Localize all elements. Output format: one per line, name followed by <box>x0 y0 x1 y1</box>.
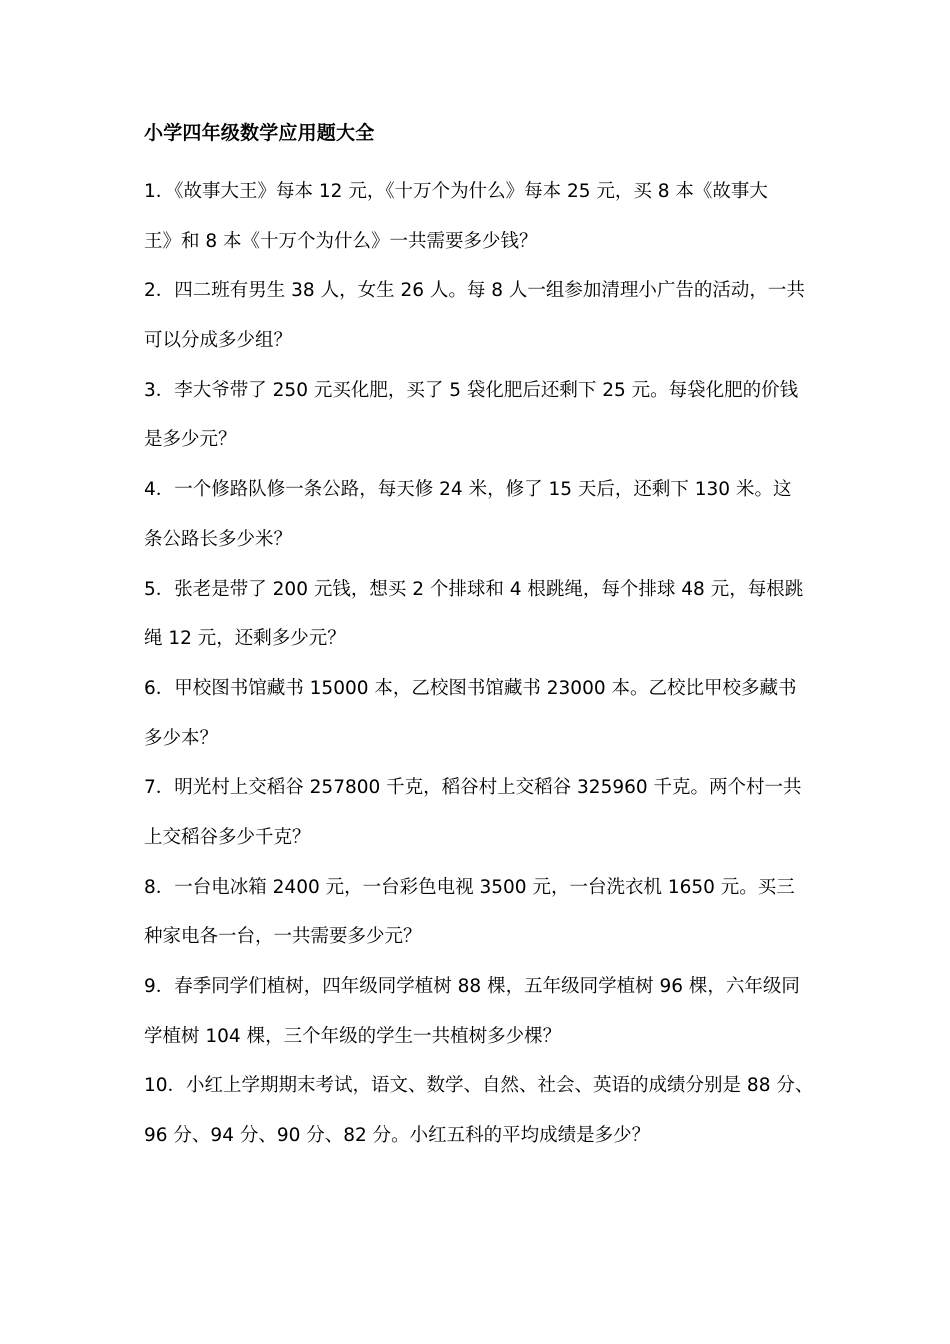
problem-line: 3．李大爷带了 250 元买化肥，买了 5 袋化肥后还剩下 25 元。每袋化肥的价钱 <box>144 379 799 401</box>
problem-line: 种家电各一台，一共需要多少元？ <box>144 926 422 948</box>
problem-8 <box>144 863 814 962</box>
problem-line: 绳 12 元，还剩多少元？ <box>144 628 346 650</box>
document-body <box>144 118 814 1161</box>
problem-line: 2．四二班有男生 38 人，女生 26 人。每 8 人一组参加清理小广告的活动，一共 <box>144 280 805 302</box>
problem-4 <box>144 465 814 564</box>
problem-1 <box>144 167 814 266</box>
problem-3 <box>144 366 814 465</box>
problem-7 <box>144 763 814 862</box>
problem-line: 7．明光村上交稻谷 257800 千克，稻谷村上交稻谷 325960 千克。两个村一共 <box>144 777 802 799</box>
problem-line: 条公路长多少米？ <box>144 528 293 550</box>
problem-line: 8．一台电冰箱 2400 元，一台彩色电视 3500 元，一台洗衣机 1650 元。买三 <box>144 876 795 898</box>
problem-line: 4．一个修路队修一条公路，每天修 24 米，修了 15 天后，还剩下 130 米。这 <box>144 479 792 501</box>
problem-line: 可以分成多少组？ <box>144 330 293 352</box>
problem-10 <box>144 1061 814 1160</box>
problem-line: 1．《故事大王》每本 12 元，《十万个为什么》每本 25 元，买 8 本《故事大 <box>144 181 768 202</box>
problem-6 <box>144 664 814 763</box>
problem-line: 王》和 8 本《十万个为什么》一共需要多少钱？ <box>144 230 538 252</box>
problem-line: 6．甲校图书馆藏书 15000 本，乙校图书馆藏书 23000 本。乙校比甲校多藏书 <box>144 677 797 699</box>
problem-line: 是多少元？ <box>144 429 237 451</box>
problem-line: 5．张老是带了 200 元钱，想买 2 个排球和 4 根跳绳，每个排球 48 元，每根跳 <box>144 578 804 600</box>
problem-line: 多少本？ <box>144 727 219 749</box>
problem-2 <box>144 266 814 365</box>
problem-line: 96 分、94 分、90 分、82 分。小红五科的平均成绩是多少？ <box>144 1125 651 1147</box>
problem-line: 9．春季同学们植树，四年级同学植树 88 棵，五年级同学植树 96 棵，六年级同 <box>144 976 800 997</box>
problem-5 <box>144 565 814 664</box>
problem-9 <box>144 962 814 1061</box>
problem-line: 上交稻谷多少千克？ <box>144 826 311 848</box>
problem-line: 学植树 104 棵，三个年级的学生一共植树多少棵？ <box>144 1025 562 1047</box>
problem-line: 10．小红上学期期末考试，语文、数学、自然、社会、英语的成绩分别是 88 分、 <box>144 1075 814 1097</box>
document-title: 小学四年级数学应用题大全 <box>144 122 375 144</box>
